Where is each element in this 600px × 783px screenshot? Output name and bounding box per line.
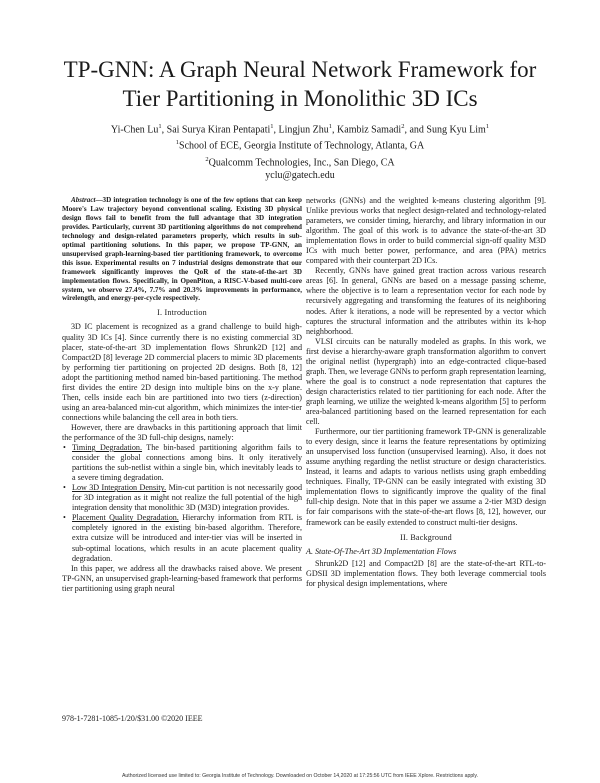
body-paragraph: Shrunk2D [12] and Compact2D [8] are the state-of-the-art RTL-to-GDSII 3D implementation flows. They both leverage commercial tools for physical design implementations, where (306, 558, 546, 588)
author-affiliation-mark: 1 (485, 123, 490, 130)
list-item-heading: Placement Quality Degradation. (72, 513, 179, 523)
abstract (62, 196, 302, 303)
author-name: Sai Surya Kiran Pentapati (166, 124, 271, 136)
author-separator: , (273, 124, 279, 136)
list-item-text: Min-cut partition is not necessarily good for 3D integration as it might not realize the full potential of the high integration density that monolithic 3D (M3D) integration provides. (72, 483, 303, 513)
body-paragraph: 3D IC placement is recognized as a grand challenge to build high-quality 3D ICs [4]. Since currently there is no existing commercial 3D placer, state-of-the-art 3D implementation flows Shrunk2D [12] and Compact2D [8] leverage 2D commercial placers to mimic 3D placements by performing tier partitioning on projected 2D designs. Both [8, 12] adopt the partitioning method named bin-based partitioning. The method first divides the entire 2D design into multiple bins on the x-y plane. Then, cells inside each bin are partitioned into two tiers (z-direction) using an area-balanced min-cut algorithm, which minimizes the inter-tier connections while balancing the cell area in both tiers. (62, 322, 302, 422)
author-affiliation-mark: 1 (328, 123, 333, 130)
abstract-label: Abstract (71, 196, 96, 204)
paper-title (0, 55, 600, 113)
list-item-heading: Low 3D Integration Density. (72, 483, 167, 493)
list-item (63, 483, 303, 513)
author-separator: , (332, 124, 338, 136)
left-column (62, 196, 302, 594)
author-name: Yi-Chen Lu (110, 124, 159, 136)
title-line-1: TP-GNN: A Graph Neural Network Framework for (63, 57, 537, 82)
author-block (0, 120, 600, 182)
bullet-marker: • (63, 513, 66, 523)
author-name: Lingjun Zhu (278, 124, 329, 136)
author-affiliation-mark: 1 (270, 123, 274, 130)
bullet-marker: • (63, 443, 66, 453)
author-separator: , (161, 124, 167, 136)
list-item-text: The bin-based partitioning algorithm fails to consider the global connections among bins. It only iteratively partitions the sub-netlist within a single bin, which inevitably leads to a severe timing degradation. (72, 443, 302, 483)
body-paragraph: Furthermore, our tier partitioning framework TP-GNN is generalizable to every design, since it learns the feature representations by optimizing an unsupervised loss function (unsupervised learning). Also, it does not assume anything regarding the netlist structure or design characteristics. Instead, it learns and adapts to various netlists using graph embedding techniques. Finally, TP-GNN can be easily integrated with existing 3D implementation flows to significantly improve the quality of the final full-chip design. Note that in this paper we assume a 2-tier M3D design for fair comparisons with the state-of-the-art flows [8, 12], however, our framework can be easily extended to construct multi-tier designs. (306, 427, 546, 527)
body-paragraph: In this paper, we address all the drawbacks raised above. We present TP-GNN, an unsupervised graph-learning-based framework that performs tier partitioning using graph neural (62, 563, 302, 593)
list-item (63, 443, 302, 483)
author-separator: , and (404, 124, 427, 136)
list-item (63, 513, 302, 563)
body-paragraph: Recently, GNNs have gained great traction across various research areas [6]. In general, GNNs are based on a message passing scheme, where the objective is to learn a representation vector for each node by recursively aggregating and transforming the features of its neighboring nodes. After k iterations, a node will be represented by a vector which captures the structural information and the attributes within its k-hop neighborhood. (306, 266, 546, 336)
licence-notice: Authorized licensed use limited to: Georgia Institute of Technology. Downloaded on October 14,2020 at 17:25:56 UTC from IEEE Xplore. Restrictions apply. (121, 773, 479, 779)
body-paragraph: However, there are drawbacks in this partitioning approach that limit the performance of the 3D full-chip designs, namely: (62, 422, 302, 442)
affiliation-1: $^1$School of ECE, Georgia Institute of Technology, Atlanta, GA (175, 139, 425, 152)
author-list (0, 120, 600, 136)
right-column (306, 196, 546, 589)
title-line-2: Tier Partitioning in Monolithic 3D ICs (122, 86, 478, 111)
list-item-heading: Timing Degradation. (72, 443, 143, 453)
author-name: Sung Kyu Lim (426, 124, 486, 136)
list-item-text: Hierarchy information from RTL is completely ignored in the existing bin-based algorithm. Therefore, extra cutsize will be introduced and inter-tier vias will be inserted in sub-optimal locations, which results in an acute placement quality degradation. (72, 513, 302, 563)
abstract-text: —3D integration technology is one of the few options that can keep Moore's Law trajectory beyond conventional scaling. Existing 3D physical design flows fail to benefit from the full advantage that 3D integration provides. Particularly, current 3D partitioning algorithms do not comprehend technology and design-related parameters properly, which results in sub-optimal partitioning solutions. In this paper, we propose TP-GNN, an unsupervised graph-learning-based tier partitioning framework, to overcome this issue. Experimental results on 7 industrial designs demonstrate that our framework significantly improves the QoR of the state-of-the-art 3D implementation flows. Specifically, in OpenPiton, a RISC-V-based multi-core system, we observe 27.4%, 7.7% and 20.3% improvements in performance, wirelength, and energy-per-cycle respectively. (62, 196, 302, 303)
author-name: Kambiz Samadi (337, 124, 402, 136)
author-affiliation-mark: 2 (401, 123, 405, 130)
section-heading-background: II. Background (400, 532, 452, 542)
section-heading-introduction: I. Introduction (157, 308, 207, 318)
body-paragraph: VLSI circuits can be naturally modeled as graphs. In this work, we first devise a hierarchy-aware graph transformation algorithm to convert the original netlist (hypergraph) into an edge-contracted clique-based graph. Then, we leverage GNNs to perform graph representation learning, where the goal is to construct a node representation that captures the design characteristics related to tier partitioning for each node. After the graph learning, we utilize the weighted k-means algorithm [5] to perform area-balanced partitioning based on the learned representation for each cell. (306, 336, 546, 427)
body-paragraph: networks (GNNs) and the weighted k-means clustering algorithm [9]. Unlike previous works that neglect design-related and technology-related parameters, we consider timing, hierarchy, and library information in our algorithm. The goal of this work is to advance the state-of-the-art 3D implementation flows in order to build commercial sign-off quality M3D ICs with much better power, performance, and area (PPA) metrics compared with their counterpart 2D ICs. (306, 196, 546, 266)
subsection-heading: A. State-Of-The-Art 3D Implementation Flows (306, 546, 457, 556)
drawback-list (62, 443, 302, 564)
author-email[interactable]: yclu@gatech.edu (265, 169, 335, 181)
affiliation-2: $^2$Qualcomm Technologies, Inc., San Diego, CA (205, 155, 395, 168)
copyright-line: 978-1-7281-1085-1/20/$31.00 ©2020 IEEE (62, 714, 203, 723)
bullet-marker: • (63, 483, 66, 493)
author-affiliation-mark: 1 (158, 123, 162, 130)
